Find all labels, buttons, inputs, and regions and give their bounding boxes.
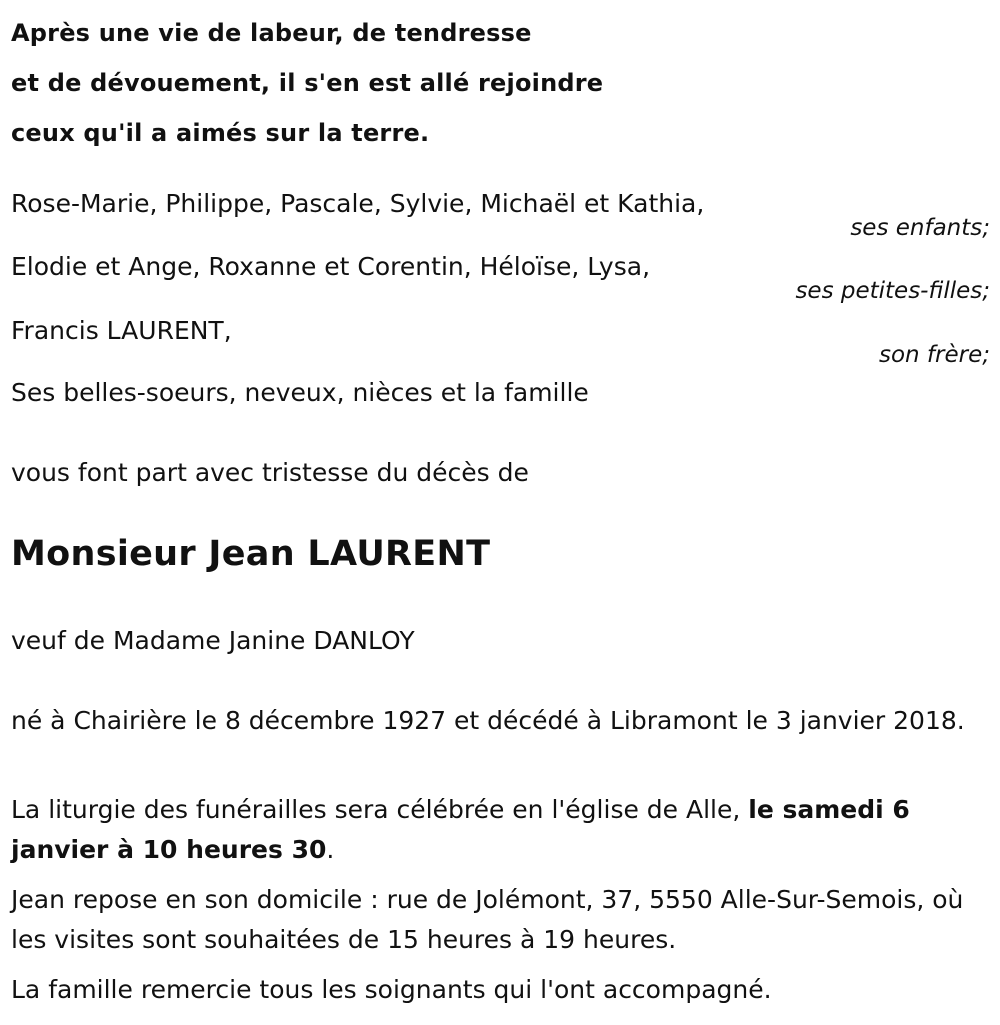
family-children-relation: ses enfants; xyxy=(850,215,990,241)
family-children-names: Rose-Marie, Philippe, Pascale, Sylvie, Michaël et Kathia, xyxy=(11,189,705,218)
funeral-suffix: . xyxy=(326,835,335,864)
family-extended-names: Ses belles-soeurs, neveux, nièces et la famille xyxy=(11,378,589,407)
deceased-name: Monsieur Jean LAURENT xyxy=(11,534,491,574)
family-brother-names: Francis LAURENT, xyxy=(11,316,232,345)
intro-line-1: Après une vie de labeur, de tendresse xyxy=(11,19,532,47)
intro-text xyxy=(11,8,911,158)
announcement-text: vous font part avec tristesse du décès de xyxy=(11,458,529,487)
funeral-prefix: La liturgie des funérailles sera célébrée en l'église de Alle, xyxy=(11,795,749,824)
family-grandchildren-names: Elodie et Ange, Roxanne et Corentin, Héloïse, Lysa, xyxy=(11,252,651,281)
widower-text: veuf de Madame Janine DANLOY xyxy=(11,626,415,655)
rest-text: Jean repose en son domicile : rue de Jolémont, 37, 5550 Alle-Sur-Semois, où les visites sont souhaitées de 15 heures à 19 heures. xyxy=(11,885,964,954)
funeral-text xyxy=(11,790,976,870)
intro-line-3: ceux qu'il a aimés sur la terre. xyxy=(11,119,430,147)
intro-line-2: et de dévouement, il s'en est allé rejoindre xyxy=(11,69,604,97)
family-grandchildren-relation: ses petites-filles; xyxy=(795,278,990,304)
birth-death-text: né à Chairière le 8 décembre 1927 et décédé à Libramont le 3 janvier 2018. xyxy=(11,706,965,735)
family-brother-relation: son frère; xyxy=(878,342,990,368)
funeral-date: le samedi 6 janvier à 10 heures 30 xyxy=(11,795,910,864)
thanks-text: La famille remercie tous les soignants qui l'ont accompagné. xyxy=(11,975,772,1004)
